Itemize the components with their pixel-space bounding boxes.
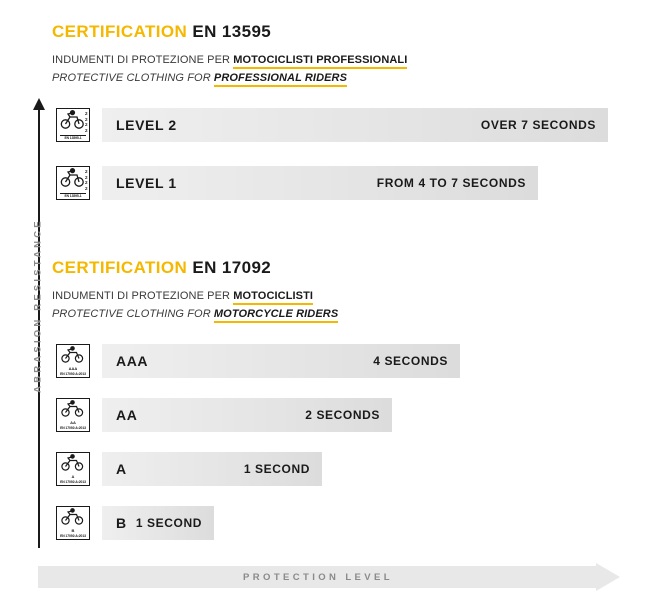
badge-standard-code: EN 17092:A:2013	[60, 480, 86, 484]
badge-standard-code: EN 17092:A:2013	[60, 534, 86, 538]
motorcyclist-icon	[57, 109, 88, 131]
table-row	[56, 166, 538, 200]
level-label: LEVEL 2	[116, 117, 177, 133]
level-value: 4 SECONDS	[373, 354, 448, 368]
badge-standard-code: EN 13595-1	[64, 194, 82, 198]
level-bar	[102, 452, 322, 486]
subtitle-en-en13595	[52, 72, 347, 84]
badge-class-label: B	[71, 527, 75, 533]
motorcyclist-icon	[57, 345, 89, 365]
badge-standard-code: EN 17092:A:2013	[60, 372, 86, 376]
level-label: AA	[116, 407, 138, 423]
badge-class-label: AA	[70, 419, 76, 425]
table-row	[56, 506, 214, 540]
level-bar	[102, 344, 460, 378]
subtitle-it-prefix: INDUMENTI DI PROTEZIONE PER	[52, 290, 231, 302]
motorcyclist-icon	[57, 399, 89, 419]
section-title-en13595	[52, 22, 271, 42]
table-row	[56, 108, 608, 142]
level-value: 2 SECONDS	[305, 408, 380, 422]
motorcyclist-icon	[57, 453, 89, 473]
level-value: 1 SECOND	[135, 516, 202, 530]
level-bar	[102, 166, 538, 200]
subtitle-it-highlight: MOTOCICLISTI PROFESSIONALI	[233, 54, 407, 69]
section-cert-word: CERTIFICATION	[52, 22, 188, 41]
subtitle-en-highlight: MOTORCYCLE RIDERS	[214, 308, 338, 323]
badge-standard-code: EN 13595-1	[64, 136, 82, 140]
subtitle-en-en17092	[52, 308, 338, 320]
subtitle-it-en17092	[52, 290, 313, 302]
subtitle-en-prefix: PROTECTIVE CLOTHING FOR	[52, 72, 211, 84]
level-value: OVER 7 SECONDS	[480, 118, 596, 132]
section-cert-word: CERTIFICATION	[52, 258, 188, 277]
level-label: A	[116, 461, 127, 477]
badge-performance-digits: 2 2 2 2	[84, 169, 88, 191]
certification-badge-level2	[56, 108, 90, 142]
subtitle-it-en13595	[52, 54, 407, 66]
table-row	[56, 344, 460, 378]
section-standard: EN 13595	[192, 22, 272, 41]
badge-standard-code: EN 17092:A:2013	[60, 426, 86, 430]
level-bar	[102, 506, 214, 540]
section-title-en17092	[52, 258, 271, 278]
section-standard: EN 17092	[192, 258, 272, 277]
level-value: 1 SECOND	[243, 462, 310, 476]
table-row	[56, 398, 392, 432]
level-value: FROM 4 TO 7 SECONDS	[376, 176, 526, 190]
subtitle-it-prefix: INDUMENTI DI PROTEZIONE PER	[52, 54, 231, 66]
badge-class-label: A	[71, 473, 75, 479]
badge-performance-digits: 2 2 2 2	[84, 111, 88, 133]
y-axis-label: ABRASION RESISTANCE	[32, 218, 44, 393]
motorcyclist-icon	[57, 507, 89, 527]
subtitle-en-highlight: PROFESSIONAL RIDERS	[214, 72, 347, 87]
x-axis-arrow-icon	[596, 563, 620, 591]
certification-badge-level1	[56, 166, 90, 200]
certification-badge-b	[56, 506, 90, 540]
level-label: B	[116, 515, 127, 531]
subtitle-it-highlight: MOTOCICLISTI	[233, 290, 313, 305]
badge-class-label: AAA	[68, 365, 78, 371]
motorcyclist-icon	[57, 167, 88, 189]
level-bar	[102, 398, 392, 432]
x-axis-label: PROTECTION LEVEL	[243, 572, 393, 583]
level-bar	[102, 108, 608, 142]
subtitle-en-prefix: PROTECTIVE CLOTHING FOR	[52, 308, 211, 320]
certification-badge-a	[56, 452, 90, 486]
certification-badge-aaa	[56, 344, 90, 378]
table-row	[56, 452, 322, 486]
level-label: AAA	[116, 353, 149, 369]
certification-badge-aa	[56, 398, 90, 432]
level-label: LEVEL 1	[116, 175, 177, 191]
